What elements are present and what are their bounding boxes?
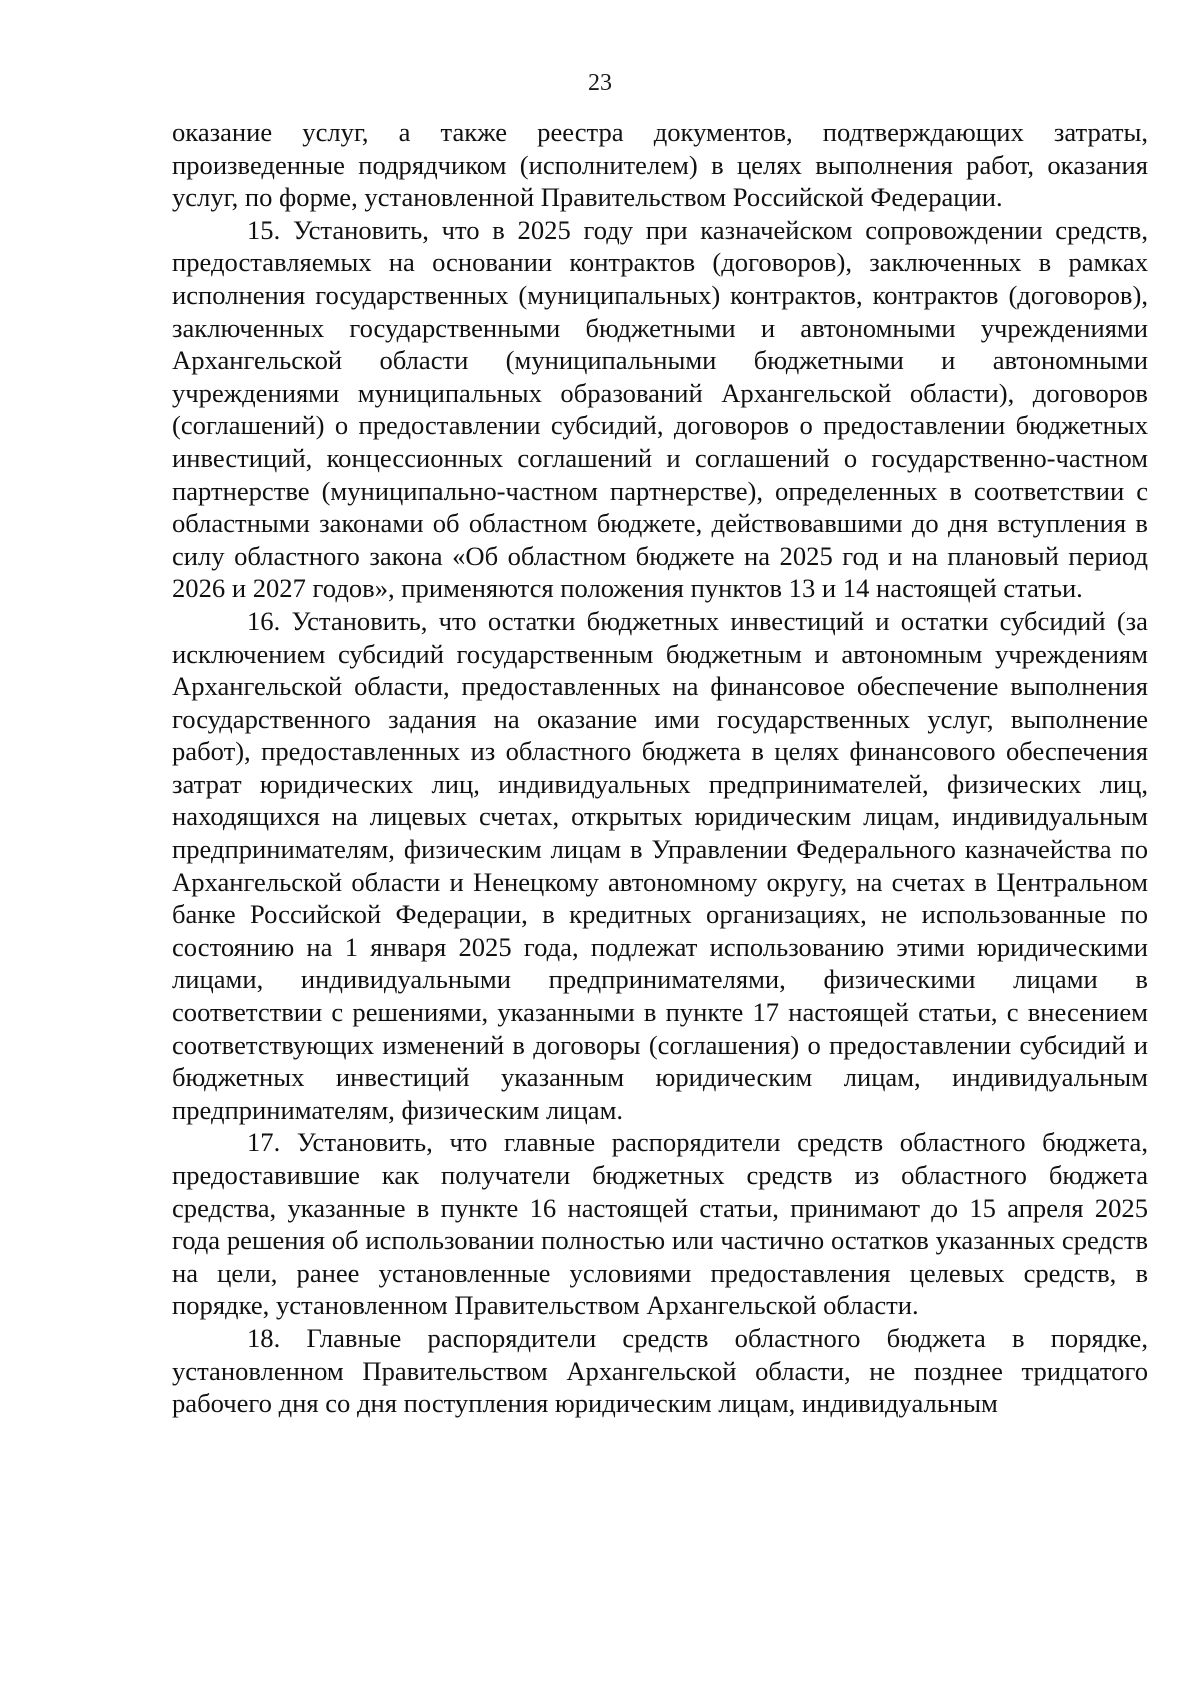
document-body bbox=[172, 116, 1148, 1420]
paragraph-continuation: оказание услуг, а также реестра документов, подтверждающих затраты, произведенные подрядчиком (исполнителем) в целях выполнения работ, оказания услуг, по форме, установленной Правительством Российской Федерации. bbox=[172, 117, 1148, 213]
paragraph-item-17: 17. Установить, что главные распорядители средств областного бюджета, предоставившие как получатели бюджетных средств из областного бюджета средства, указанные в пункте 16 настоящей статьи, принимают до 15 апреля 2025 года решения об использовании полностью или частично остатков указанных средств на цели, ранее установленные условиями предоставления целевых средств, в порядке, установленном Правительством Архангельской области. bbox=[172, 1127, 1148, 1321]
paragraph-item-15: 15. Установить, что в 2025 году при казначейском сопровождении средств, предоставляемых на основании контрактов (договоров), заключенных в рамках исполнения государственных (муниципальных) контрактов, контрактов (договоров), заключенных государственными бюджетными и автономными учреждениями Архангельской области (муниципальными бюджетными и автономными учреждениями муниципальных образований Архангельской области), договоров (соглашений) о предоставлении субсидий, договоров о предоставлении бюджетных инвестиций, концессионных соглашений и соглашений о государственно-частном партнерстве (муниципально-частном партнерстве), определенных в соответствии с областными законами об областном бюджете, действовавшими до дня вступления в силу областного закона «Об областном бюджете на 2025 год и на плановый период 2026 и 2027 годов», применяются положения пунктов 13 и 14 настоящей статьи. bbox=[172, 214, 1148, 604]
page-number: 23 bbox=[588, 70, 612, 96]
paragraph-item-16: 16. Установить, что остатки бюджетных инвестиций и остатки субсидий (за исключением субсидий государственным бюджетным и автономным учреждениям Архангельской области, предоставленных на финансовое обеспечение выполнения государственного задания на оказание ими государственных услуг, выполнение работ), предоставленных из областного бюджета в целях финансового обеспечения затрат юридических лиц, индивидуальных предпринимателей, физических лиц, находящихся на лицевых счетах, открытых юридическим лицам, индивидуальным предпринимателям, физическим лицам в Управлении Федерального казначейства по Архангельской области и Ненецкому автономному округу, на счетах в Центральном банке Российской Федерации, в кредитных организациях, не использованные по состоянию на 1 января 2025 года, подлежат использованию этими юридическими лицами, индивидуальными предпринимателями, физическими лицами в соответствии с решениями, указанными в пункте 17 настоящей статьи, с внесением соответствующих изменений в договоры (соглашения) о предоставлении субсидий и бюджетных инвестиций указанным юридическим лицам, индивидуальным предпринимателям, физическим лицам. bbox=[172, 605, 1148, 1125]
paragraph-item-18: 18. Главные распорядители средств областного бюджета в порядке, установленном Правительством Архангельской области, не позднее тридцатого рабочего дня со дня поступления юридическим лицам, индивидуальным bbox=[172, 1322, 1148, 1419]
